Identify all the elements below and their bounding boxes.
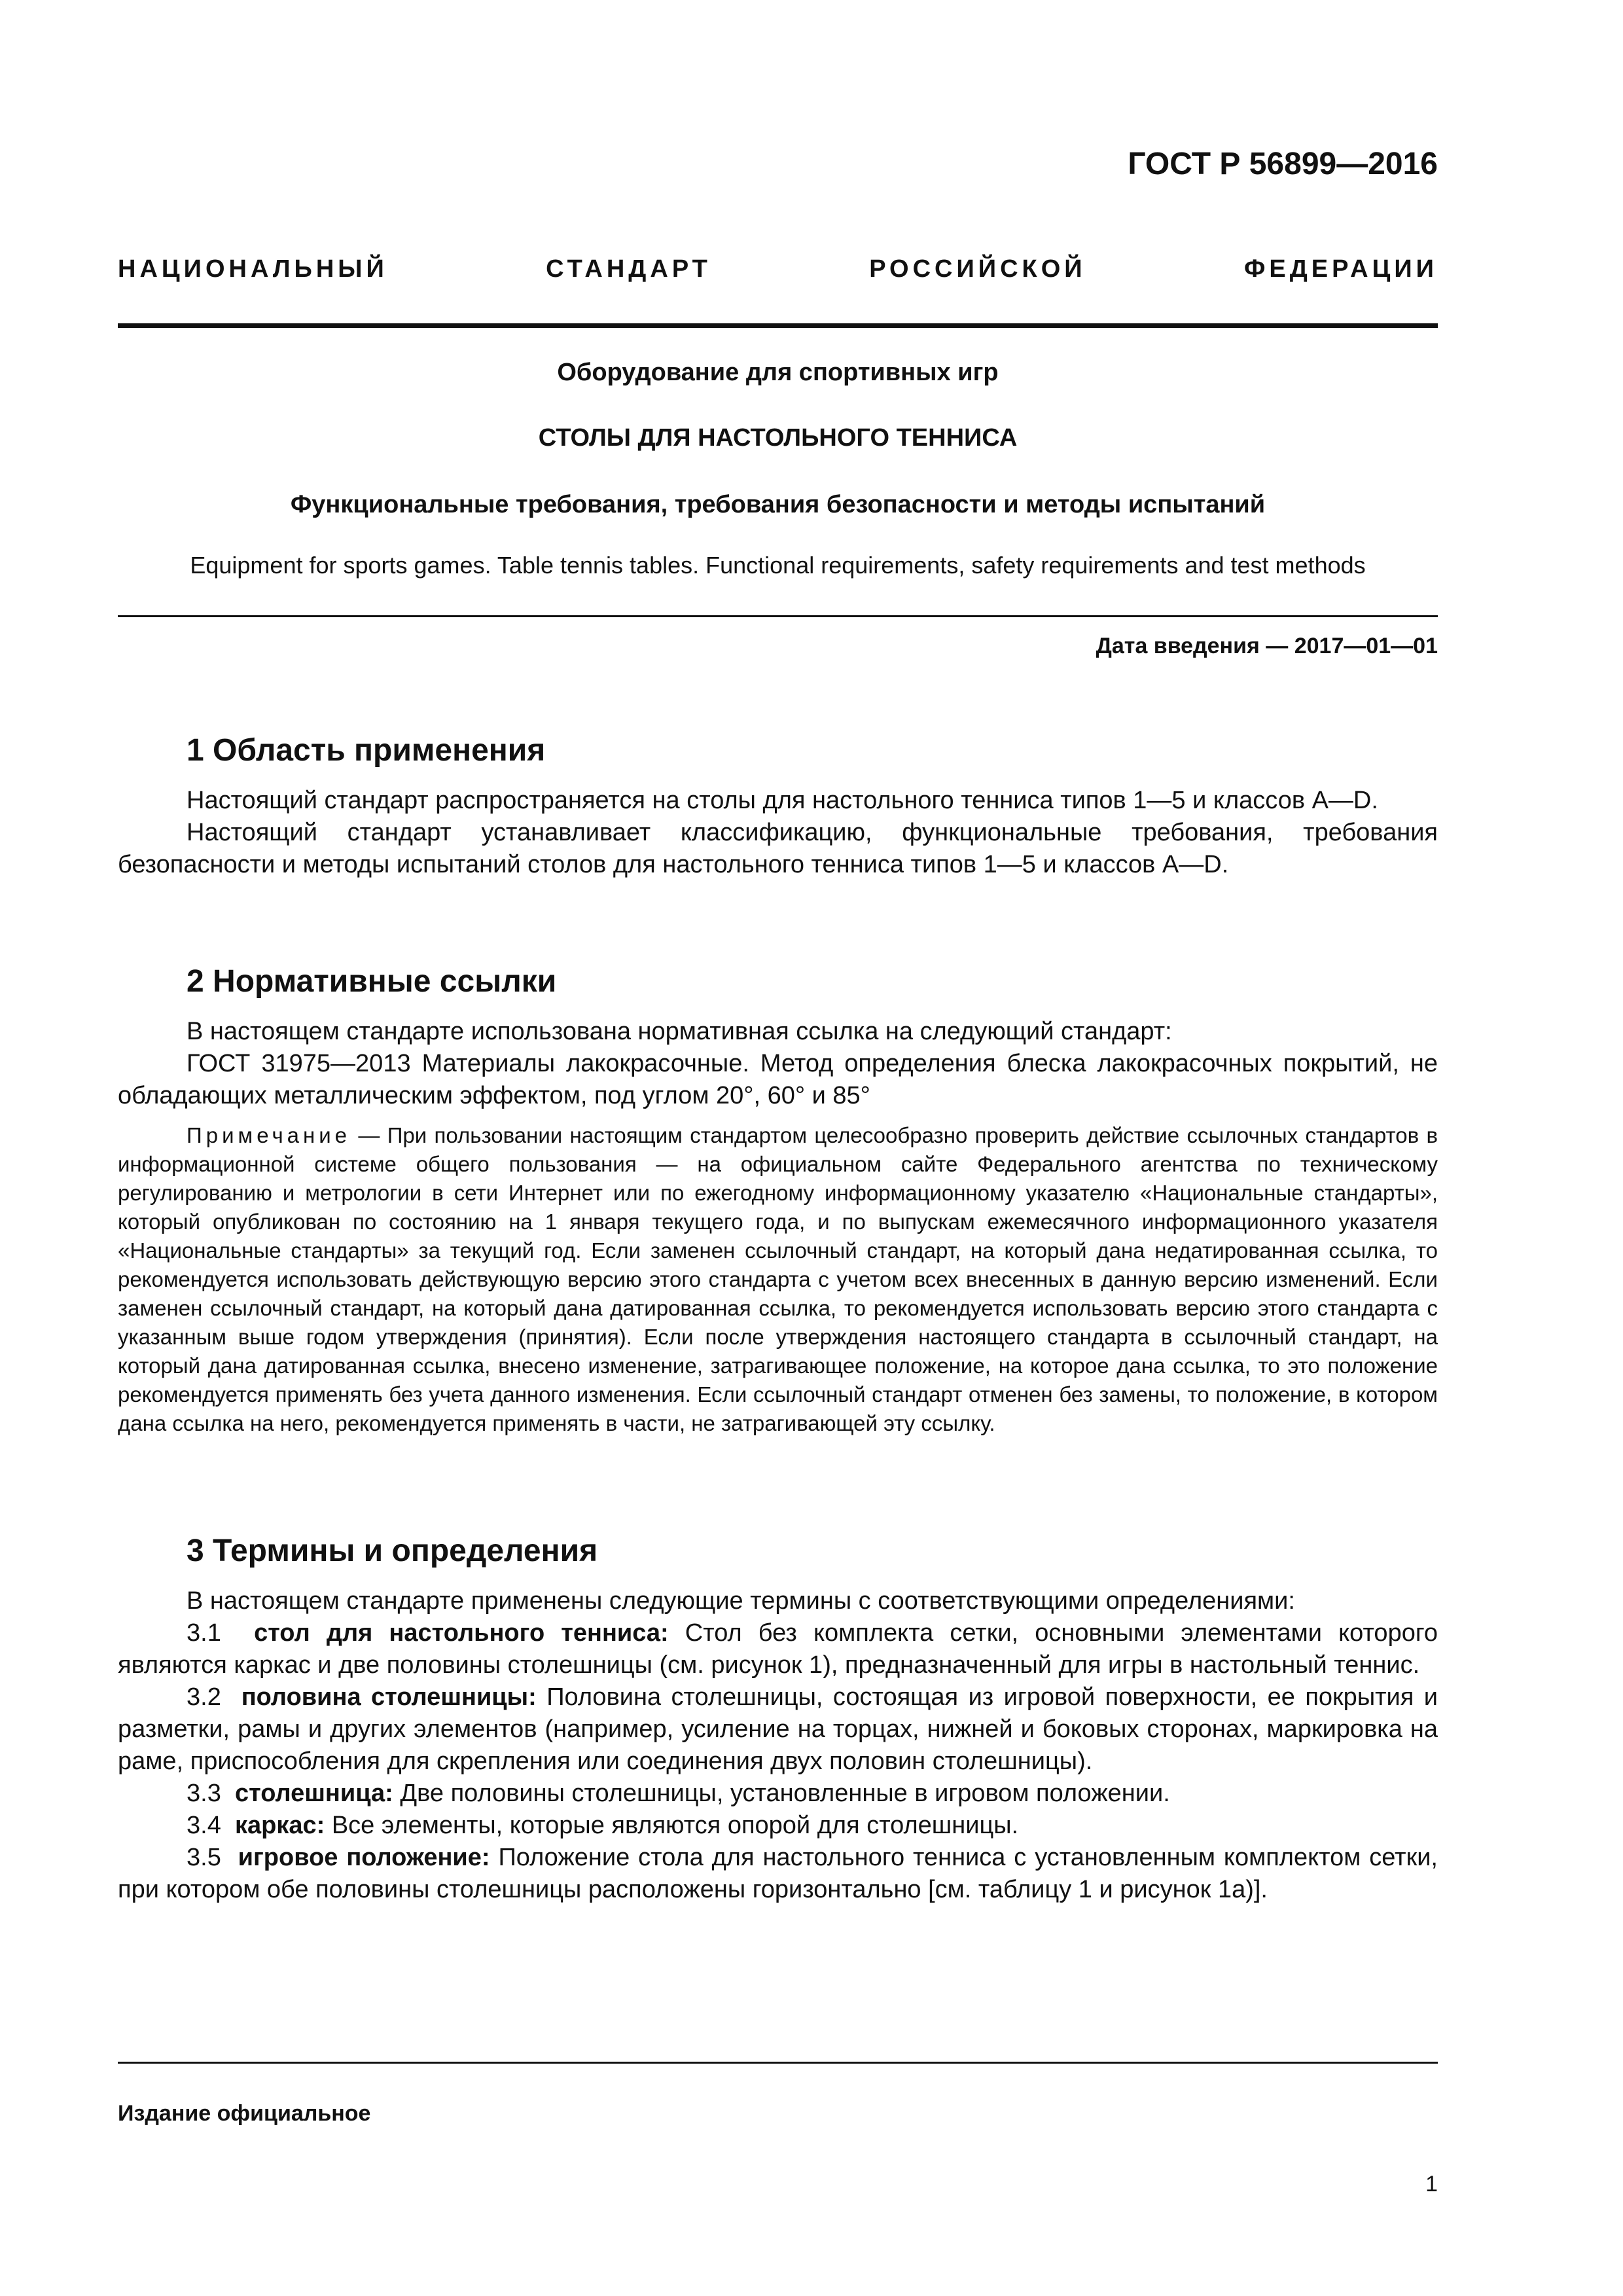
term-text: Все элементы, которые являются опорой для столешницы.: [325, 1812, 1019, 1839]
term-name: игровое положение:: [238, 1844, 490, 1871]
term-text: Две половины столешницы, установленные в игровом положении.: [393, 1780, 1170, 1807]
title-line-3: Функциональные требования, требования безопасности и методы испытаний: [290, 491, 1266, 518]
section-2: [118, 965, 1438, 1438]
document-code: ГОСТ Р 56899—2016: [1128, 147, 1438, 181]
term-text: Половина столешницы, состоящая из игровой поверхности, ее покрытия и разметки, рамы и других элементов (например, усиление на торцах, нижней и боковых сторонах, маркировка на раме, приспособления для скрепления или соединения двух половин столешницы).: [118, 1683, 1438, 1775]
term-definition: [118, 1681, 1438, 1778]
banner-word: РОССИЙСКОЙ: [869, 255, 1086, 283]
term-definition: [118, 1810, 1438, 1842]
header-rule: [118, 323, 1438, 328]
section-1: [118, 734, 1438, 881]
term-number: 3.4: [187, 1812, 221, 1839]
edition-label: Издание официальное: [118, 2101, 371, 2126]
term-number: 3.5: [187, 1844, 221, 1871]
section-3-heading: 3 Термины и определения: [187, 1534, 598, 1568]
section-3: [118, 1535, 1438, 1906]
term-name: половина столешницы:: [241, 1683, 537, 1711]
term-text: Стол без комплекта сетки, основными элементами которого являются каркас и две половины столешницы (см. рисунок 1), предназначенный для игры в настольный теннис.: [118, 1619, 1438, 1679]
term-definition: [118, 1842, 1438, 1906]
term-number: 3.1: [187, 1619, 221, 1647]
section-1-heading: 1 Область применения: [187, 733, 546, 768]
term-text: Положение стола для настольного тенниса с установленным комплектом сетки, при котором обе половины столешницы расположены горизонтально [см. таблицу 1 и рисунок 1а)].: [118, 1844, 1438, 1903]
section-2-reference: ГОСТ 31975—2013 Материалы лакокрасочные. Метод определения блеска лакокрасочных покрытий, не обладающих металлическим эффектом, под углом 20°, 60° и 85°: [118, 1050, 1438, 1109]
note-text: — При пользовании настоящим стандартом целесообразно проверить действие ссылочных стандартов в информационной системе общего пользования — на официальном сайте Федерального агентства по техническому регулированию и метрологии в сети Интернет или по ежегодному информационному указателю «Национальные стандарты», который опубликован по состоянию на 1 января текущего года, и по выпускам ежемесячного информационного указателя «Национальные стандарты» за текущий год. Если заменен ссылочный стандарт, на который дана недатированная ссылка, то рекомендуется использовать действующую версию этого стандарта с учетом всех внесенных в данную версию изменений. Если заменен ссылочный стандарт, на который дана датированная ссылка, то рекомендуется использовать версию этого стандарта с указанным выше годом утверждения (принятия). Если после утверждения настоящего стандарта в ссылочный стандарт, на который дана датированная ссылка, внесено изменение, затрагивающее положение, на которое дана ссылка, то это положение рекомендуется применять без учета данного изменения. Если ссылочный стандарт отменен без замены, то положение, в котором дана ссылка на него, рекомендуется применять в части, не затрагивающей эту ссылку.: [118, 1123, 1438, 1435]
banner-word: СТАНДАРТ: [546, 255, 711, 283]
term-name: столешница:: [234, 1780, 393, 1807]
section-3-intro: В настоящем стандарте применены следующие термины с соответствующими определениями:: [187, 1587, 1295, 1615]
footer-rule: [118, 2062, 1438, 2064]
term-definition: [118, 1778, 1438, 1810]
title-line-2: СТОЛЫ ДЛЯ НАСТОЛЬНОГО ТЕННИСА: [538, 424, 1018, 452]
term-number: 3.2: [187, 1683, 221, 1711]
term-number: 3.3: [187, 1780, 221, 1807]
term-name: стол для настольного тенниса:: [254, 1619, 669, 1647]
section-2-paragraph: В настоящем стандарте использована нормативная ссылка на следующий стандарт:: [187, 1018, 1172, 1045]
term-name: каркас:: [234, 1812, 325, 1839]
banner-word: ФЕДЕРАЦИИ: [1243, 255, 1438, 283]
section-2-note: [118, 1121, 1438, 1438]
standard-banner: [118, 255, 1438, 283]
section-1-paragraph: Настоящий стандарт распространяется на столы для настольного тенниса типов 1—5 и классов A—D.: [187, 787, 1378, 814]
note-label: Примечание: [187, 1123, 351, 1147]
section-1-paragraph: Настоящий стандарт устанавливает классификацию, функциональные требования, требования безопасности и методы испытаний столов для настольного тенниса типов 1—5 и классов A—D.: [118, 819, 1438, 878]
title-line-1: Оборудование для спортивных игр: [557, 359, 999, 386]
page-number: 1: [1425, 2172, 1438, 2197]
section-2-heading: 2 Нормативные ссылки: [187, 964, 557, 999]
intro-date: Дата введения — 2017—01—01: [1096, 634, 1438, 658]
title-rule: [118, 615, 1438, 617]
term-definition: [118, 1617, 1438, 1681]
english-title: Equipment for sports games. Table tennis tables. Functional requirements, safety requirements and test methods: [190, 552, 1366, 579]
banner-word: НАЦИОНАЛЬНЫЙ: [118, 255, 388, 283]
